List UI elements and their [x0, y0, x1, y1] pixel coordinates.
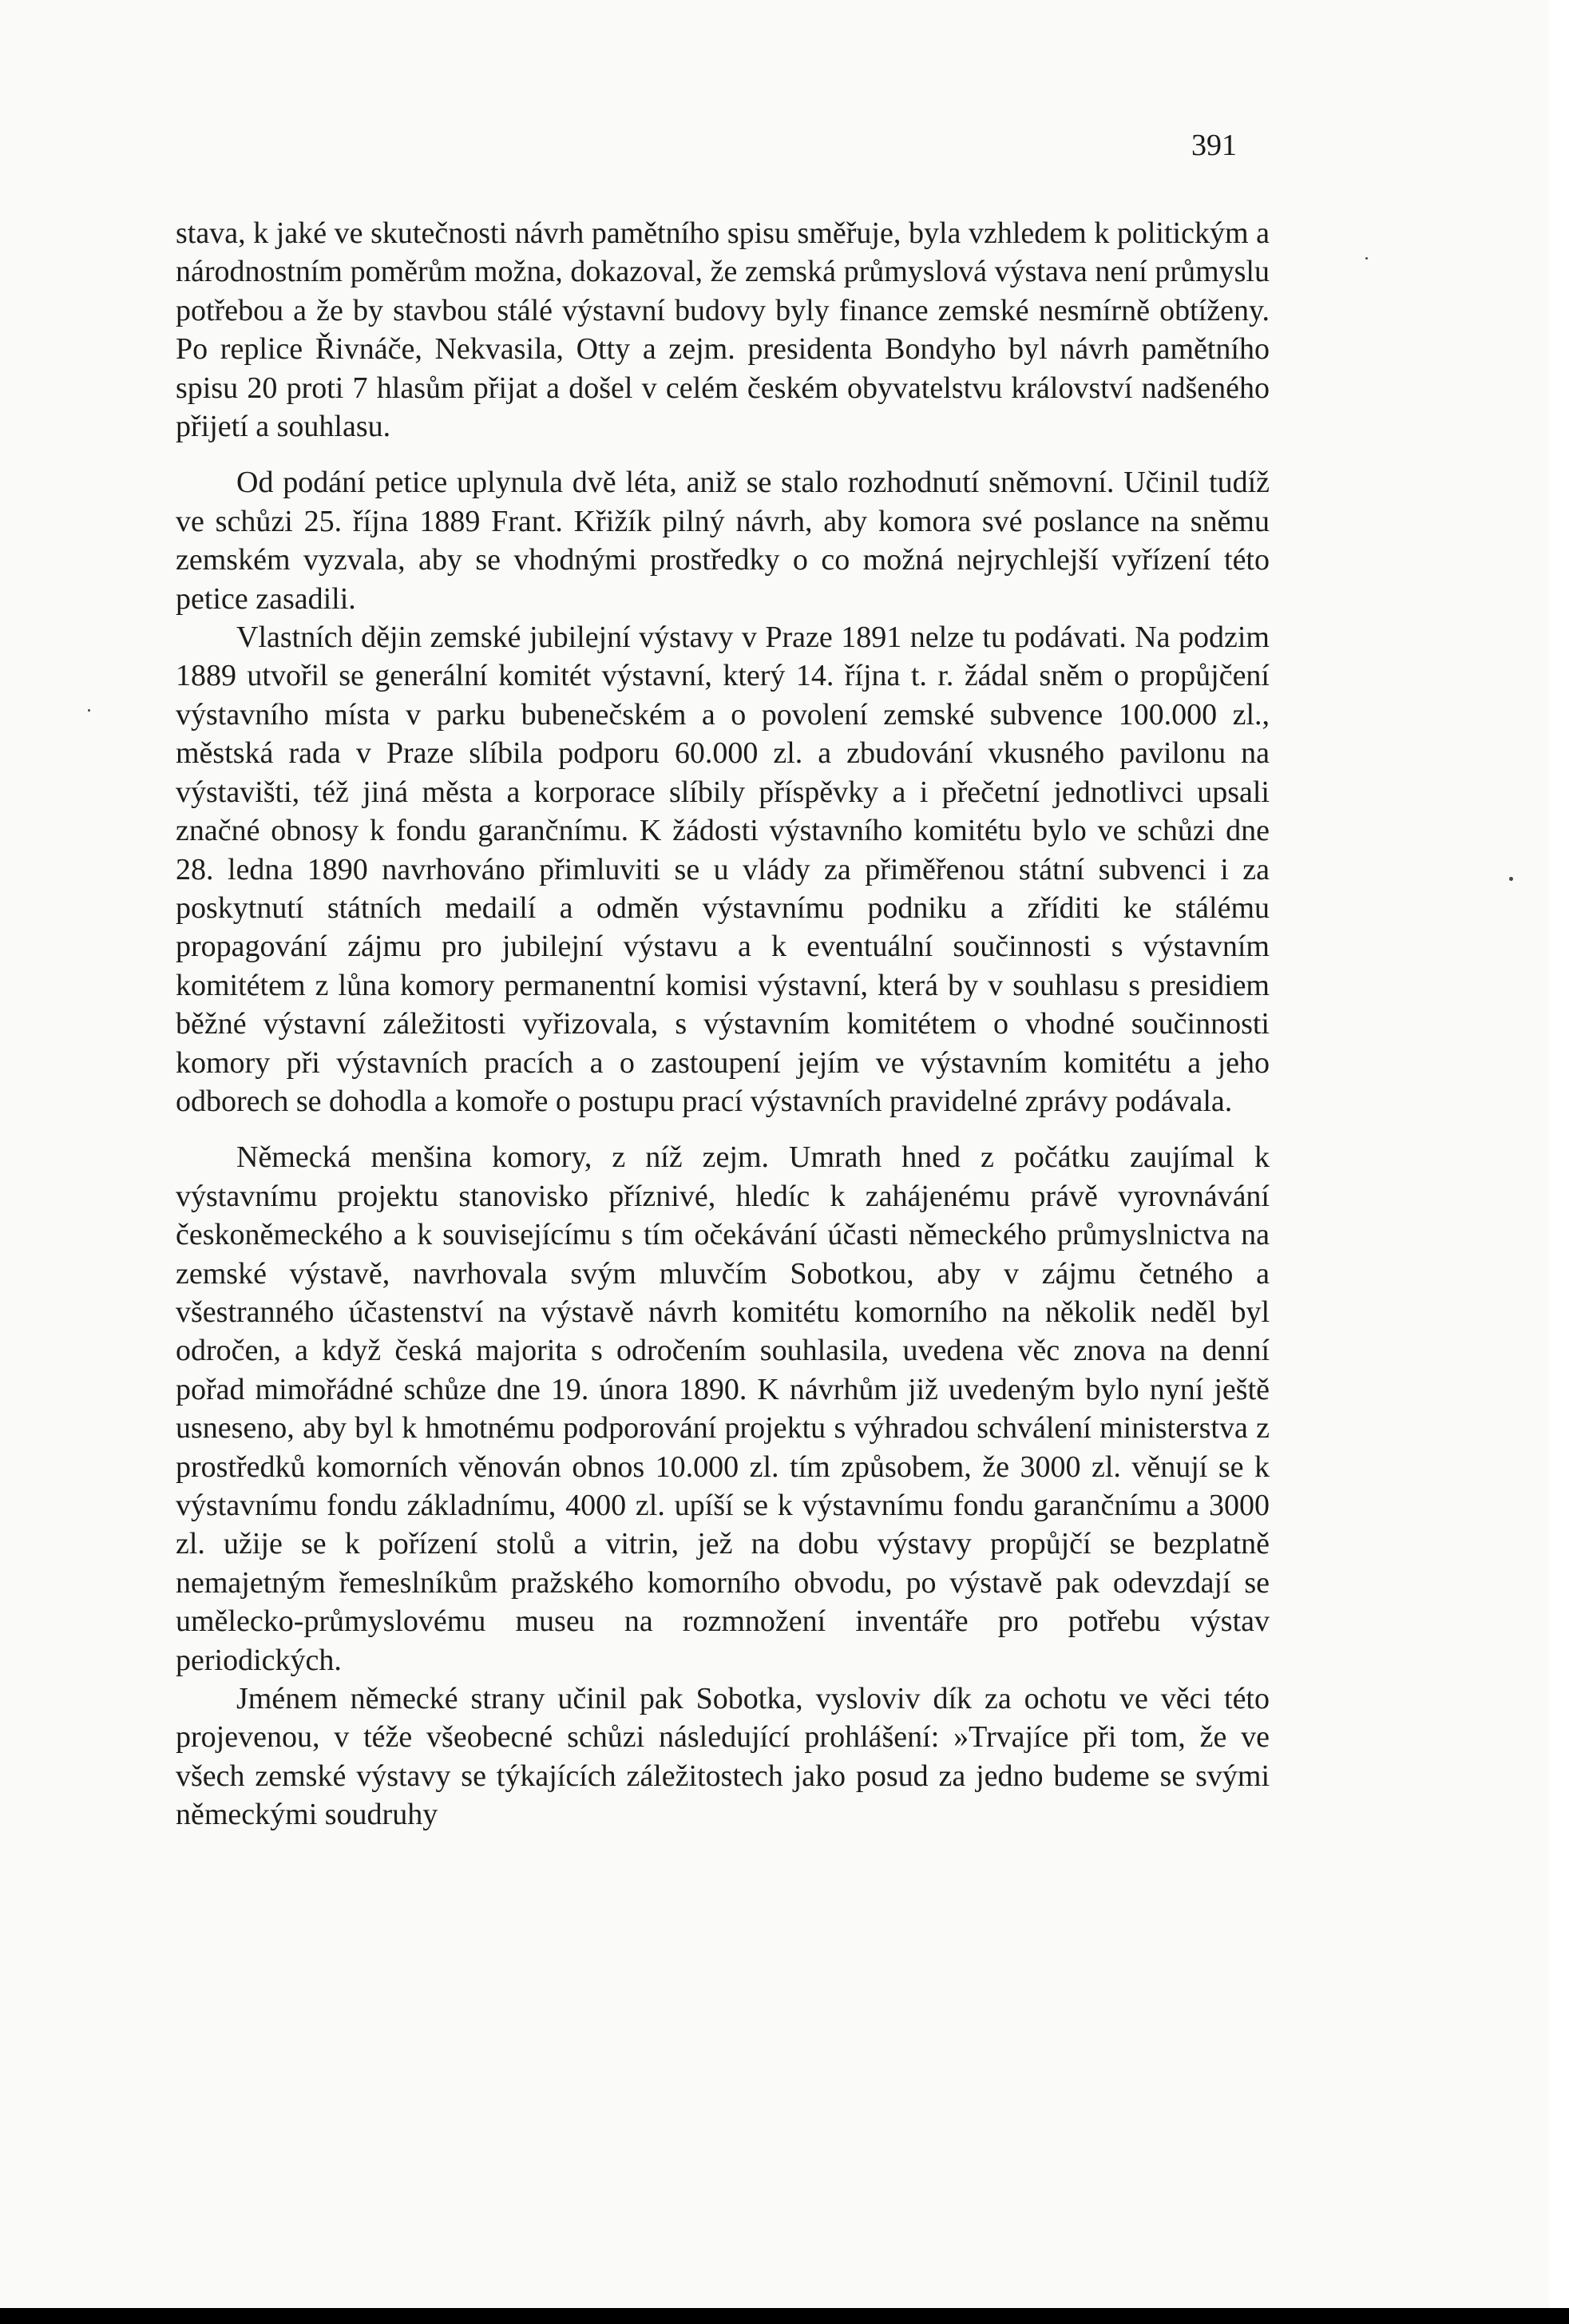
scan-speck	[88, 709, 90, 712]
scan-border	[0, 2308, 1569, 2324]
scan-speck	[1365, 257, 1368, 260]
scan-speck	[1509, 877, 1513, 881]
paragraph-1: stava, k jaké ve skutečnosti návrh pamětního spisu směřuje, byla vzhledem k politickým a národnostním poměrům možna, dokazoval, že zemská průmyslová výstava není průmyslu potřebou a že by stavbou stálé výstavní budovy byly finance zemské nesmírně obtíženy. Po replice Řivnáče, Nekvasila, Otty a zejm. presidenta Bondyho byl návrh pamětního spisu 20 proti 7 hlasům přijat a došel v celém českém obyvatelstvu království nadšeného přijetí a souhlasu.	[176, 216, 1270, 444]
paragraph-3: Vlastních dějin zemské jubilejní výstavy v Praze 1891 nelze tu podávati. Na podzim 1889 utvořil se generální komitét výstavní, který 14. října t. r. žádal sněm o propůjčení výstavního místa v parku bubenečském a o povolení zemské subvence 100.000 zl., městská rada v Praze slíbila podporu 60.000 zl. a zbudování vkusného pavilonu na výstavišti, též jiná města a korporace slíbily příspěvky a i přečetní jednotlivci upsali značné obnosy k fondu garančnímu. K žádosti výstavního komitétu bylo ve schůzi dne 28. ledna 1890 navrhováno přimluviti se u vlády za přiměřenou státní subvenci i za poskytnutí státních medailí a odměn výstavnímu podniku a zříditi ke stálému propagování zájmu pro jubilejní výstavu a k eventuální součinnosti s výstavním komitétem z lůna komory permanentní komisi výstavní, která by v souhlasu s presidiem běžné výstavní záležitosti vyřizovala, s výstavním komitétem o vhodné součinnosti komory při výstavních pracích a o zastoupení jejím ve výstavním komitétu a jeho odborech se dohodla a komoře o postupu prací výstavních pravidelné zprávy podávala.	[176, 621, 1270, 1118]
paragraph-4: Německá menšina komory, z níž zejm. Umrath hned z počátku zaujímal k výstavnímu projektu stanovisko příznivé, hledíc k zahájenému právě vyrovnávání českoněmeckého a k souvisejícímu s tím očekávání účasti německého průmyslnictva na zemské výstavě, navrhovala svým mluvčím Sobotkou, aby v zájmu četného a všestranného účastenství na výstavě návrh komitétu komorního na několik neděl byl odročen, a když česká majorita s odročením souhlasila, uvedena věc znova na denní pořad mimořádné schůze dne 19. února 1890. K návrhům již uvedeným bylo nyní ještě usneseno, aby byl k hmotnému podporování projektu s výhradou schválení ministerstva z prostředků komorních věnován obnos 10.000 zl. tím způsobem, že 3000 zl. věnují se k výstavnímu fondu základnímu, 4000 zl. upíší se k výstavnímu fondu garančnímu a 3000 zl. užije se k pořízení stolů a vitrin, jež na dobu výstavy propůjčí se bezplatně nemajetným řemeslníkům pražského komorního obvodu, po výstavě pak odevzdají se umělecko-průmyslovému museu na rozmnožení inventáře pro potřebu výstav periodických.	[176, 1140, 1270, 1677]
paragraph-2: Od podání petice uplynula dvě léta, aniž se stalo rozhodnutí sněmovní. Učinil tudíž ve schůzi 25. října 1889 Frant. Křižík pilný návrh, aby komora své poslance na sněmu zemském vyzvala, aby se vhodnými prostředky o co možná nejrychlejší vyřízení této petice zasadili.	[176, 466, 1270, 616]
page-number: 391	[1191, 129, 1237, 162]
paragraph-5: Jménem německé strany učinil pak Sobotka, vysloviv dík za ochotu ve věci této projevenou, v téže všeobecné schůzi následující prohlášení: »Trvajíce při tom, že ve všech zemské výstavy se týkajících záležitostech jako posud za jedno budeme se svými německými soudruhy	[176, 1682, 1270, 1832]
body-text	[176, 214, 1270, 1834]
